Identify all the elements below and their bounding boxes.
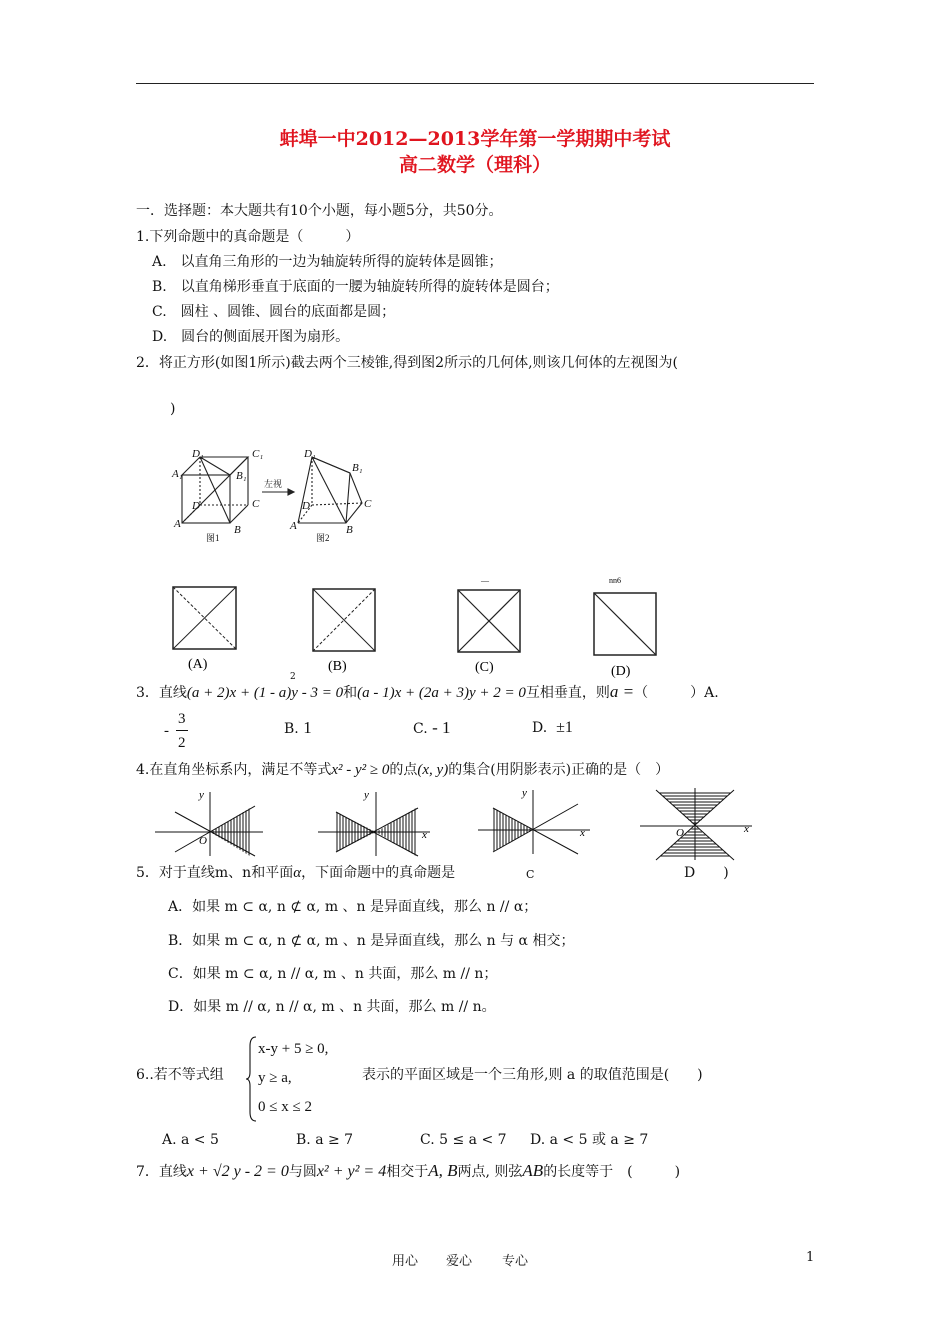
q6-option-a: A. a < 5 xyxy=(162,1132,219,1148)
q3-option-d-value: ±1 xyxy=(556,719,573,736)
q2-option-b-view xyxy=(312,588,378,674)
q6-option-b: B. a ≥ 7 xyxy=(296,1132,354,1148)
q6-brace xyxy=(248,1036,258,1122)
q7-mid1: 与圆 xyxy=(288,1164,317,1180)
fig2-label-b1: B₁ xyxy=(352,462,363,474)
fig-arrow-label: 左视 xyxy=(264,479,283,489)
q4c-axis-y: y xyxy=(522,787,527,799)
q3-option-c-label: C. xyxy=(413,721,428,737)
q2-stray-mark-d: nn6 xyxy=(609,576,621,585)
q4a-axis-y: y xyxy=(199,789,204,801)
q2-option-b-label: (B) xyxy=(328,659,347,674)
q4c-axis-x: x xyxy=(580,827,585,839)
q7-mid3: 两点, 则弦 xyxy=(457,1164,523,1180)
exam-subtitle: 高二数学（理科） xyxy=(398,154,551,176)
exam-title: 蚌埠一中2012—2013学年第一学期期中考试 xyxy=(279,128,671,150)
q3-option-c xyxy=(413,719,451,738)
fig1-label-a: A xyxy=(174,518,181,530)
q4-graph-a xyxy=(155,788,265,856)
footer-motto-2: 爱心 xyxy=(446,1254,473,1269)
q2-figure-cubes xyxy=(170,445,380,545)
q4-prefix: 4.在直角坐标系内，满足不等式 xyxy=(136,762,332,778)
q5-stem-b: ，下面命题中的真命题是 xyxy=(301,865,456,881)
fig1-label-b1: B₁ xyxy=(236,470,247,482)
fig1-label-a1: A₁ xyxy=(172,468,183,480)
q7-chord: AB xyxy=(522,1161,544,1180)
q2-option-d-view xyxy=(593,577,659,679)
q4-point: (x, y) xyxy=(417,762,449,778)
q6-prefix: 6..若不等式组 xyxy=(136,1067,224,1083)
fig1-label-b: B xyxy=(234,524,241,536)
q3-option-b-value: 1 xyxy=(303,718,312,737)
fig1-label-d: D xyxy=(192,500,200,512)
q6-option-d: D. a < 5 或 a ≥ 7 xyxy=(530,1132,649,1148)
section-heading: 一．选择题：本大题共有10个小题，每小题5分，共50分。 xyxy=(136,203,503,219)
q5-option-a: A．如果 m ⊂ α, n ⊄ α, m 、n 是异面直线，那么 n // α； xyxy=(168,899,538,915)
q3-option-d-label: D. xyxy=(532,720,548,736)
q5-alpha: α xyxy=(293,865,302,881)
q4-inequality: x² - y² ≥ 0 xyxy=(331,762,390,778)
q3-eq1: (a + 2)x + (1 - a)y - 3 = 0 xyxy=(186,685,344,701)
q1-option-b: B. 以直角梯形垂直于底面的一腰为轴旋转所得的旋转体是圆台； xyxy=(152,279,559,295)
q3-option-a-den: 2 xyxy=(178,735,186,751)
q4d-axis-x: x xyxy=(744,823,749,835)
q4-graph-c xyxy=(478,786,593,854)
q6-row2: y ≥ a, xyxy=(258,1070,292,1086)
q3-option-a-sign: - xyxy=(164,723,169,739)
q3-suffix: 互相垂直，则 xyxy=(525,685,610,701)
header-rule xyxy=(136,83,814,84)
q4-mid: 的点 xyxy=(389,762,418,778)
q3-option-c-value: - 1 xyxy=(432,718,451,737)
q4b-axis-y: y xyxy=(364,789,369,801)
q5-option-d: D．如果 m // α, n // α, m 、n 共面，那么 m // n。 xyxy=(168,999,496,1015)
q2-option-a-label: (A) xyxy=(188,657,208,672)
q7-mid2: 相交于 xyxy=(386,1164,429,1180)
q7-stem xyxy=(136,1162,680,1181)
q3-option-a-num: 3 xyxy=(178,711,186,727)
q1-option-d: D. 圆台的侧面展开图为扇形。 xyxy=(152,329,350,345)
q4a-origin: O xyxy=(199,835,207,847)
fig1-label-c1: C₁ xyxy=(252,448,264,460)
q5-stem-a: 5．对于直线m、n和平面 xyxy=(136,865,294,881)
q4-graph-b xyxy=(318,788,433,856)
q4-suffix: 的集合(用阴影表示)正确的是（ ） xyxy=(448,762,670,778)
q7-suffix: 的长度等于 ( ) xyxy=(543,1164,681,1180)
footer-motto-1: 用心 xyxy=(392,1254,419,1269)
q7-eq2: x² + y² = 4 xyxy=(316,1163,387,1180)
fig2-label-a: A xyxy=(290,520,297,532)
q3-paren: （ ） xyxy=(634,685,705,701)
fig1-caption: 图1 xyxy=(206,533,220,543)
q6-row1: x-y + 5 ≥ 0, xyxy=(258,1041,329,1057)
q4-stem xyxy=(136,761,669,779)
q2-stray-mark: 2 xyxy=(290,672,296,682)
q1-option-a: A. 以直角三角形的一边为轴旋转所得的旋转体是圆锥； xyxy=(152,254,503,270)
q5-option-b: B．如果 m ⊂ α, n ⊄ α, m 、n 是异面直线，那么 n 与 α 相交； xyxy=(168,933,575,949)
fig1-label-c: C xyxy=(252,498,260,510)
fig2-caption: 图2 xyxy=(316,533,330,543)
q3-option-a-label: A. xyxy=(704,685,719,701)
q4-graph-d xyxy=(640,786,755,860)
q3-var: a = xyxy=(609,682,635,701)
fig2-label-c: C xyxy=(364,498,372,510)
q5-option-c: C．如果 m ⊂ α, n // α, m 、n 共面，那么 m // n； xyxy=(168,966,498,982)
q5-tail-d: D ) xyxy=(684,865,729,881)
q7-points: A, B xyxy=(428,1161,458,1180)
q5-stem xyxy=(136,864,455,882)
q4d-origin: O xyxy=(676,827,684,839)
fig2-label-b: B xyxy=(346,524,353,536)
q7-eq1: x + √2 y - 2 = 0 xyxy=(186,1163,289,1180)
q2-stem: 2．将正方形(如图1所示)截去两个三棱锥,得到图2所示的几何体,则该几何体的左视图为( xyxy=(136,355,679,371)
q3-stem xyxy=(136,683,719,702)
q2-stem-close: ) xyxy=(170,401,176,417)
q6-row3: 0 ≤ x ≤ 2 xyxy=(258,1099,312,1115)
fig2-label-d1: D₁ xyxy=(304,448,316,460)
q2-option-c-view xyxy=(457,577,523,677)
q3-eq2: (a - 1)x + (2a + 3)y + 2 = 0 xyxy=(357,685,526,701)
fig2-label-d: D xyxy=(302,500,310,512)
q7-prefix: 7．直线 xyxy=(136,1164,187,1180)
q4b-axis-x: x xyxy=(422,829,427,841)
q5-tail-c: C xyxy=(526,868,535,881)
q6-option-c: C. 5 ≤ a < 7 xyxy=(420,1132,507,1148)
q3-option-b-label: B. xyxy=(284,721,299,737)
q3-option-b xyxy=(284,719,312,738)
q2-stray-mark-c: — xyxy=(481,576,489,585)
q3-mid: 和 xyxy=(343,685,358,701)
footer-motto-3: 专心 xyxy=(502,1254,529,1269)
q2-option-c-label: (C) xyxy=(475,660,494,675)
q6-suffix: 表示的平面区域是一个三角形,则 a 的取值范围是( ) xyxy=(362,1067,703,1083)
page-number: 1 xyxy=(806,1250,815,1265)
fig1-label-d1: D₁ xyxy=(192,448,204,460)
q3-prefix: 3．直线 xyxy=(136,685,187,701)
q3-fraction-bar xyxy=(176,730,188,731)
q2-option-a-view xyxy=(172,586,238,672)
q2-option-d-label: (D) xyxy=(611,664,631,679)
q3-option-d xyxy=(532,719,573,737)
q1-stem: 1.下列命题中的真命题是（ ） xyxy=(136,229,360,245)
q1-option-c: C. 圆柱 、圆锥、圆台的底面都是圆； xyxy=(152,304,396,320)
